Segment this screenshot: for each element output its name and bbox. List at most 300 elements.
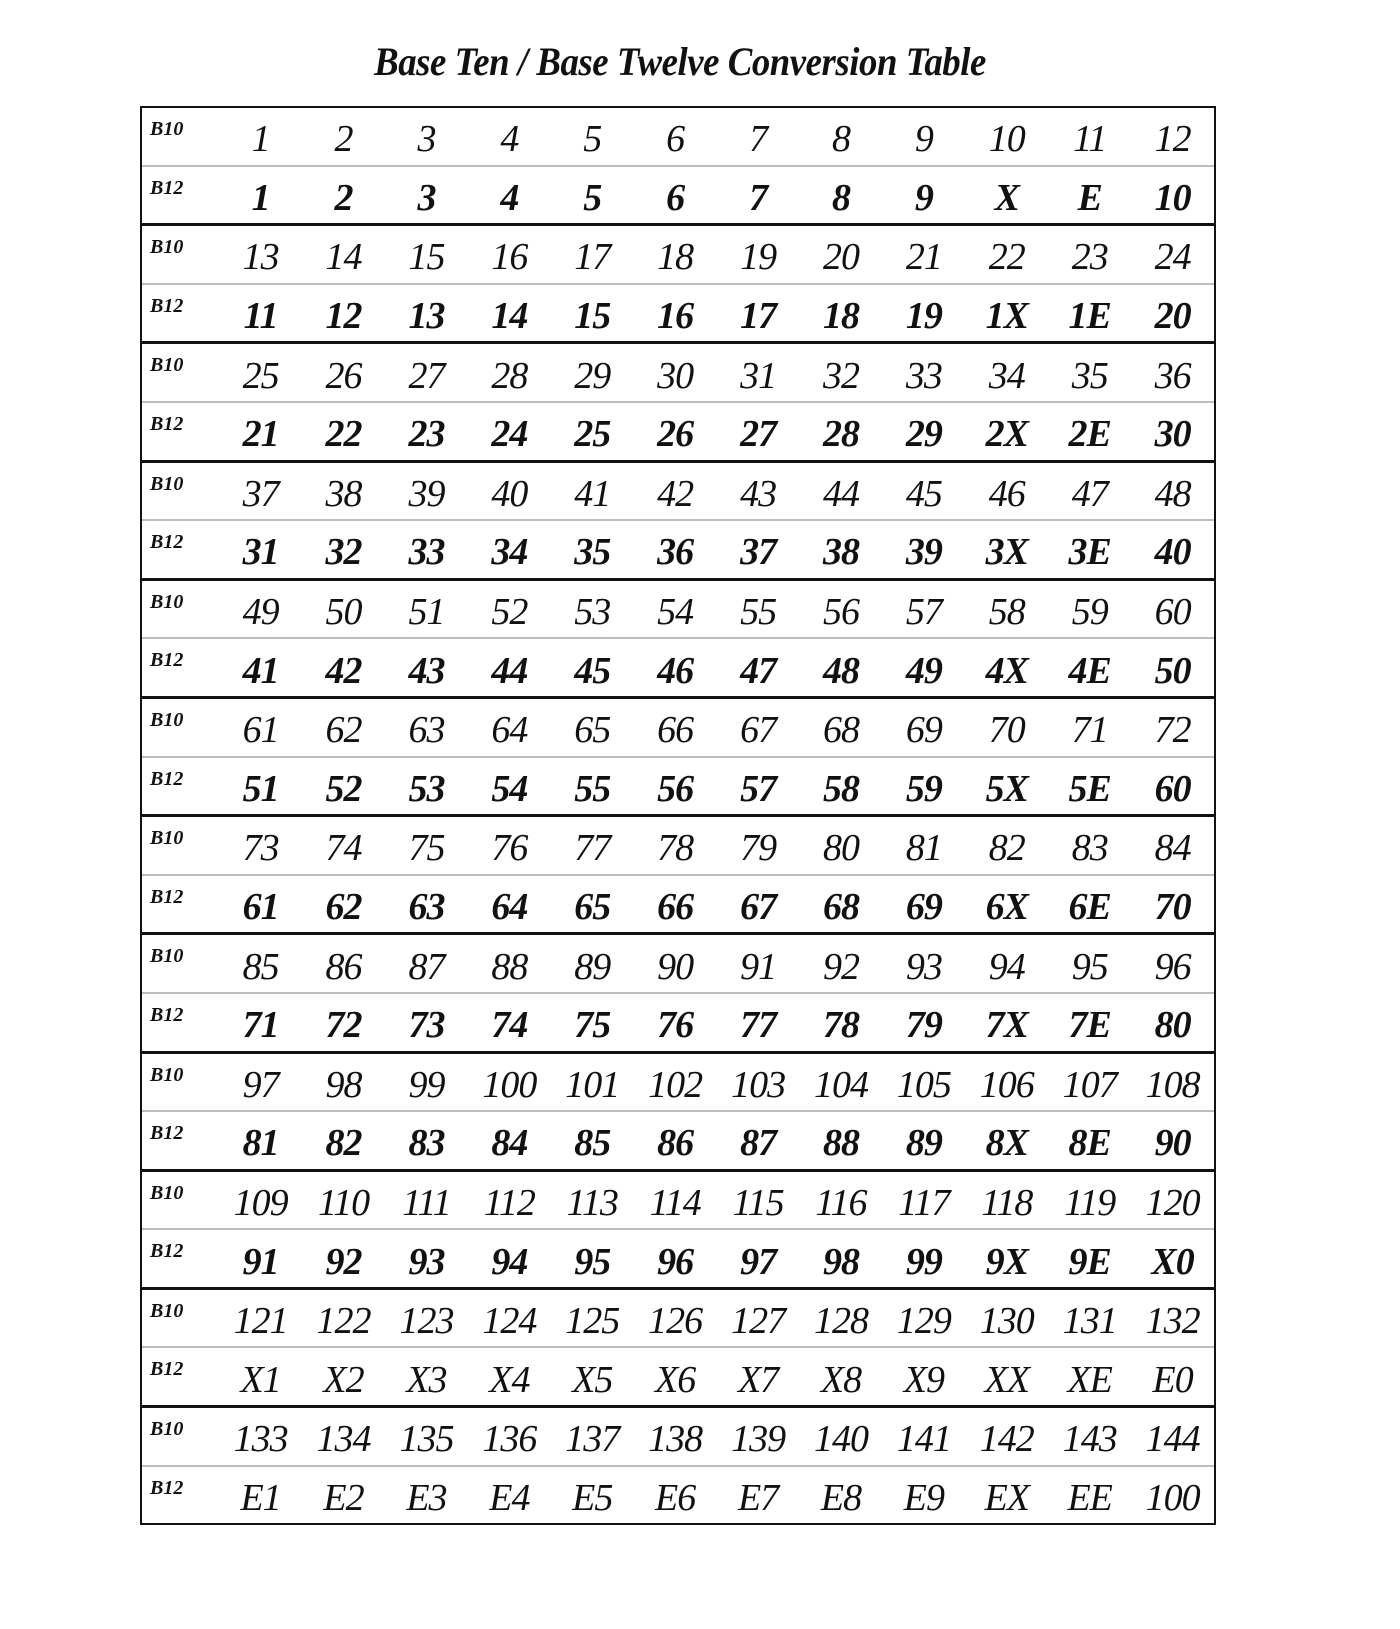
table-cell: 38 — [325, 472, 362, 515]
table-cell: 52 — [491, 591, 528, 634]
table-cell: 116 — [815, 1181, 867, 1224]
table-cell: 39 — [905, 531, 942, 574]
table-cell: 63 — [408, 709, 445, 752]
table-cell: 21 — [242, 413, 279, 456]
table-cell: 141 — [896, 1418, 951, 1461]
base-ten-row — [142, 226, 1214, 285]
base-ten-row — [142, 463, 1214, 522]
table-cell: 6 — [666, 176, 685, 219]
table-cell: 7E — [1068, 1004, 1111, 1047]
table-cell: 17 — [574, 236, 611, 279]
table-cell: 87 — [408, 945, 445, 988]
table-cell: 55 — [740, 591, 777, 634]
row-label: B12 — [150, 1122, 184, 1145]
table-cell: 71 — [1071, 709, 1108, 752]
table-cell: 16 — [657, 295, 694, 338]
table-cell: 25 — [242, 354, 279, 397]
table-cell: X0 — [1151, 1240, 1194, 1283]
table-cell: 73 — [408, 1004, 445, 1047]
table-cell: 94 — [491, 1240, 528, 1283]
table-cell: 46 — [657, 649, 694, 692]
table-cell: 88 — [822, 1122, 859, 1165]
table-cell: 107 — [1062, 1063, 1117, 1106]
table-cell: 74 — [325, 827, 362, 870]
table-cell: 22 — [325, 413, 362, 456]
table-cell: 48 — [1154, 472, 1191, 515]
table-cell: E — [1077, 176, 1102, 219]
table-cell: 2X — [985, 413, 1028, 456]
row-label: B12 — [150, 1476, 184, 1499]
base-twelve-row — [142, 167, 1214, 227]
table-cell: 130 — [979, 1300, 1034, 1343]
base-twelve-row — [142, 285, 1214, 345]
table-cell: 51 — [408, 591, 445, 634]
table-cell: E8 — [820, 1476, 862, 1519]
table-cell: X5 — [572, 1358, 613, 1401]
table-cell: 28 — [491, 354, 528, 397]
table-cell: 93 — [408, 1240, 445, 1283]
table-cell: 45 — [905, 472, 942, 515]
table-cell: EE — [1067, 1476, 1112, 1519]
table-cell: 41 — [574, 472, 611, 515]
table-cell: 16 — [491, 236, 528, 279]
table-cell: 138 — [648, 1418, 703, 1461]
table-cell: 139 — [731, 1418, 786, 1461]
table-cell: 2 — [334, 118, 353, 161]
table-cell: 57 — [740, 767, 777, 810]
table-cell: 4E — [1068, 649, 1111, 692]
table-cell: 41 — [242, 649, 279, 692]
table-cell: 50 — [325, 591, 362, 634]
table-cell: 22 — [988, 236, 1025, 279]
table-cell: 126 — [648, 1300, 703, 1343]
table-cell: 117 — [898, 1181, 950, 1224]
table-cell: 127 — [731, 1300, 786, 1343]
base-ten-row — [142, 1290, 1214, 1349]
table-cell: X8 — [820, 1358, 862, 1401]
table-cell: 81 — [242, 1122, 279, 1165]
table-cell: XE — [1067, 1358, 1112, 1401]
base-ten-row — [142, 1408, 1214, 1467]
table-cell: 26 — [325, 354, 362, 397]
row-label: B12 — [150, 1358, 184, 1381]
base-twelve-row — [142, 403, 1214, 463]
table-cell: X6 — [655, 1358, 696, 1401]
table-cell: 122 — [316, 1300, 371, 1343]
table-cell: 80 — [822, 827, 859, 870]
table-cell: 13 — [242, 236, 279, 279]
table-cell: 78 — [822, 1004, 859, 1047]
table-cell: E4 — [489, 1476, 530, 1519]
table-cell: 93 — [905, 945, 942, 988]
table-cell: 10 — [1154, 176, 1191, 219]
table-cell: 12 — [325, 295, 362, 338]
table-cell: 54 — [657, 591, 694, 634]
table-cell: 110 — [317, 1181, 370, 1224]
table-cell: 99 — [408, 1063, 445, 1106]
table-cell: 27 — [408, 354, 445, 397]
table-cell: 4X — [985, 649, 1028, 692]
table-cell: 40 — [1154, 531, 1191, 574]
row-label: B10 — [150, 354, 184, 377]
table-cell: 64 — [491, 886, 528, 929]
row-label: B10 — [150, 945, 184, 968]
table-cell: 6 — [666, 118, 685, 161]
table-cell: 91 — [242, 1240, 279, 1283]
table-cell: 19 — [740, 236, 777, 279]
table-cell: 98 — [822, 1240, 859, 1283]
table-cell: 84 — [491, 1122, 528, 1165]
table-cell: 87 — [740, 1122, 777, 1165]
table-cell: 38 — [822, 531, 859, 574]
table-cell: 71 — [242, 1004, 279, 1047]
table-cell: 49 — [242, 591, 279, 634]
base-twelve-row — [142, 758, 1214, 818]
base-ten-row — [142, 1172, 1214, 1231]
table-cell: 68 — [822, 886, 859, 929]
table-cell: 109 — [233, 1181, 288, 1224]
table-cell: 108 — [1145, 1063, 1200, 1106]
table-cell: X9 — [903, 1358, 944, 1401]
table-cell: 103 — [731, 1063, 786, 1106]
table-cell: 12 — [1154, 118, 1191, 161]
table-cell: 3E — [1068, 531, 1111, 574]
base-ten-row — [142, 1054, 1214, 1113]
table-cell: 77 — [574, 827, 611, 870]
table-cell: 30 — [657, 354, 694, 397]
table-cell: 7 — [749, 118, 768, 161]
table-cell: 118 — [981, 1181, 1033, 1224]
table-cell: 78 — [657, 827, 694, 870]
table-cell: 8E — [1068, 1122, 1111, 1165]
table-cell: 143 — [1062, 1418, 1117, 1461]
table-cell: 136 — [482, 1418, 537, 1461]
table-cell: 46 — [988, 472, 1025, 515]
row-label: B10 — [150, 1181, 184, 1204]
table-cell: 83 — [408, 1122, 445, 1165]
row-label: B12 — [150, 1240, 184, 1263]
table-cell: 18 — [822, 295, 859, 338]
table-cell: 20 — [1154, 295, 1191, 338]
table-cell: 111 — [402, 1181, 451, 1224]
table-cell: 62 — [325, 886, 362, 929]
table-cell: 51 — [242, 767, 279, 810]
table-cell: 119 — [1064, 1181, 1116, 1224]
table-cell: 23 — [1071, 236, 1108, 279]
table-cell: 133 — [233, 1418, 288, 1461]
table-cell: 105 — [896, 1063, 951, 1106]
table-cell: E6 — [655, 1476, 696, 1519]
table-cell: 132 — [1145, 1300, 1200, 1343]
table-cell: 31 — [740, 354, 777, 397]
table-cell: 58 — [988, 591, 1025, 634]
table-cell: 121 — [233, 1300, 288, 1343]
table-cell: 44 — [491, 649, 528, 692]
table-cell: 48 — [822, 649, 859, 692]
row-label: B10 — [150, 708, 184, 731]
table-cell: 97 — [242, 1063, 279, 1106]
table-cell: 69 — [905, 886, 942, 929]
table-cell: 29 — [905, 413, 942, 456]
table-cell: 92 — [822, 945, 859, 988]
table-cell: 11 — [243, 295, 278, 338]
table-cell: 20 — [822, 236, 859, 279]
table-cell: 5 — [583, 176, 602, 219]
table-cell: 19 — [905, 295, 942, 338]
table-cell: 76 — [657, 1004, 694, 1047]
table-cell: 120 — [1145, 1181, 1200, 1224]
table-cell: 32 — [822, 354, 859, 397]
table-cell: X3 — [406, 1358, 447, 1401]
table-cell: 25 — [574, 413, 611, 456]
row-label: B12 — [150, 1003, 184, 1026]
table-cell: 5E — [1068, 767, 1111, 810]
table-cell: 94 — [988, 945, 1025, 988]
table-cell: 24 — [491, 413, 528, 456]
table-cell: 98 — [325, 1063, 362, 1106]
table-cell: 89 — [574, 945, 611, 988]
table-cell: 50 — [1154, 649, 1191, 692]
table-cell: 82 — [988, 827, 1025, 870]
table-cell: X7 — [737, 1358, 779, 1401]
table-cell: 34 — [988, 354, 1025, 397]
table-cell: 72 — [1154, 709, 1191, 752]
table-cell: 74 — [491, 1004, 528, 1047]
table-cell: 11 — [1073, 118, 1107, 161]
table-cell: X1 — [240, 1358, 281, 1401]
table-cell: 102 — [648, 1063, 703, 1106]
table-cell: 3 — [417, 118, 436, 161]
table-cell: 131 — [1062, 1300, 1117, 1343]
table-cell: 90 — [657, 945, 694, 988]
table-cell: 90 — [1154, 1122, 1191, 1165]
table-cell: 91 — [740, 945, 777, 988]
table-cell: 72 — [325, 1004, 362, 1047]
table-cell: 27 — [740, 413, 777, 456]
base-ten-row — [142, 817, 1214, 876]
table-cell: 2E — [1068, 413, 1111, 456]
table-cell: 58 — [822, 767, 859, 810]
table-cell: 99 — [905, 1240, 942, 1283]
table-cell: 84 — [1154, 827, 1191, 870]
table-cell: 115 — [732, 1181, 784, 1224]
base-twelve-row — [142, 876, 1214, 936]
table-cell: 36 — [1154, 354, 1191, 397]
table-cell: 68 — [822, 709, 859, 752]
table-cell: 18 — [657, 236, 694, 279]
table-cell: 35 — [1071, 354, 1108, 397]
table-cell: 113 — [566, 1181, 618, 1224]
table-cell: 8 — [831, 176, 850, 219]
table-cell: 8X — [985, 1122, 1028, 1165]
table-cell: E1 — [240, 1476, 281, 1519]
table-cell: 9E — [1068, 1240, 1111, 1283]
table-cell: 75 — [574, 1004, 611, 1047]
table-cell: 6E — [1068, 886, 1111, 929]
table-cell: 45 — [574, 649, 611, 692]
table-cell: 1E — [1068, 295, 1111, 338]
table-cell: 100 — [1145, 1476, 1200, 1519]
table-cell: 70 — [1154, 886, 1191, 929]
table-cell: 34 — [491, 531, 528, 574]
row-label: B10 — [150, 1418, 184, 1441]
table-cell: 65 — [574, 709, 611, 752]
table-cell: 3 — [417, 176, 436, 219]
table-cell: 42 — [657, 472, 694, 515]
table-cell: 36 — [657, 531, 694, 574]
table-cell: 129 — [896, 1300, 951, 1343]
table-cell: 67 — [740, 886, 777, 929]
table-cell: 137 — [565, 1418, 620, 1461]
table-cell: 66 — [657, 709, 694, 752]
table-cell: 66 — [657, 886, 694, 929]
table-cell: 47 — [1071, 472, 1108, 515]
table-cell: 114 — [649, 1181, 701, 1224]
table-cell: 55 — [574, 767, 611, 810]
base-twelve-row — [142, 1112, 1214, 1172]
table-cell: 47 — [740, 649, 777, 692]
table-cell: XX — [984, 1358, 1029, 1401]
row-label: B10 — [150, 1299, 184, 1322]
row-label: B12 — [150, 649, 184, 672]
table-cell: E2 — [323, 1476, 364, 1519]
table-cell: 88 — [491, 945, 528, 988]
table-cell: 6X — [985, 886, 1028, 929]
row-label: B10 — [150, 590, 184, 613]
table-cell: 125 — [565, 1300, 620, 1343]
table-cell: 7X — [985, 1004, 1028, 1047]
table-cell: 81 — [905, 827, 942, 870]
table-cell: 40 — [491, 472, 528, 515]
table-cell: 57 — [905, 591, 942, 634]
table-cell: 82 — [325, 1122, 362, 1165]
table-cell: 35 — [574, 531, 611, 574]
table-cell: 100 — [482, 1063, 537, 1106]
table-cell: 15 — [574, 295, 611, 338]
table-cell: 144 — [1145, 1418, 1200, 1461]
base-twelve-row — [142, 994, 1214, 1054]
table-cell: 64 — [491, 709, 528, 752]
table-cell: 56 — [822, 591, 859, 634]
row-label: B10 — [150, 236, 184, 259]
table-cell: 77 — [740, 1004, 777, 1047]
table-cell: 33 — [408, 531, 445, 574]
table-cell: 2 — [334, 176, 353, 219]
table-cell: 5X — [985, 767, 1028, 810]
table-cell: 49 — [905, 649, 942, 692]
table-cell: 61 — [242, 886, 279, 929]
row-label: B12 — [150, 767, 184, 790]
table-cell: 124 — [482, 1300, 537, 1343]
base-ten-row — [142, 935, 1214, 994]
table-cell: 39 — [408, 472, 445, 515]
conversion-table — [140, 106, 1216, 1525]
table-cell: 59 — [905, 767, 942, 810]
row-label: B12 — [150, 531, 184, 554]
table-cell: 54 — [491, 767, 528, 810]
table-cell: 21 — [905, 236, 942, 279]
table-cell: 95 — [574, 1240, 611, 1283]
table-cell: 112 — [483, 1181, 535, 1224]
table-cell: E7 — [737, 1476, 779, 1519]
table-cell: 89 — [905, 1122, 942, 1165]
table-cell: 85 — [242, 945, 279, 988]
table-cell: 123 — [399, 1300, 454, 1343]
table-cell: 83 — [1071, 827, 1108, 870]
table-cell: 61 — [242, 709, 279, 752]
table-cell: E5 — [572, 1476, 613, 1519]
table-cell: 1 — [251, 176, 270, 219]
row-label: B10 — [150, 827, 184, 850]
table-cell: 104 — [813, 1063, 868, 1106]
base-twelve-row — [142, 521, 1214, 581]
table-cell: 23 — [408, 413, 445, 456]
row-label: B12 — [150, 412, 184, 435]
table-cell: 37 — [242, 472, 279, 515]
table-cell: 5 — [583, 118, 602, 161]
table-cell: 135 — [399, 1418, 454, 1461]
table-cell: X — [994, 176, 1019, 219]
table-cell: 4 — [500, 176, 519, 219]
table-cell: 1 — [251, 118, 270, 161]
table-cell: 14 — [325, 236, 362, 279]
row-label: B12 — [150, 885, 184, 908]
table-cell: 92 — [325, 1240, 362, 1283]
table-cell: 128 — [813, 1300, 868, 1343]
table-cell: 53 — [408, 767, 445, 810]
table-cell: 24 — [1154, 236, 1191, 279]
table-cell: 29 — [574, 354, 611, 397]
table-cell: 32 — [325, 531, 362, 574]
table-cell: 17 — [740, 295, 777, 338]
table-cell: 43 — [408, 649, 445, 692]
table-cell: 30 — [1154, 413, 1191, 456]
base-ten-row — [142, 699, 1214, 758]
table-cell: 7 — [749, 176, 768, 219]
table-cell: X4 — [489, 1358, 530, 1401]
table-cell: 142 — [979, 1418, 1034, 1461]
table-cell: 101 — [565, 1063, 620, 1106]
table-cell: 9 — [914, 176, 933, 219]
row-label: B12 — [150, 294, 184, 317]
table-cell: 79 — [740, 827, 777, 870]
table-cell: 59 — [1071, 591, 1108, 634]
table-cell: E0 — [1152, 1358, 1193, 1401]
table-cell: 86 — [325, 945, 362, 988]
table-cell: 15 — [408, 236, 445, 279]
table-cell: 8 — [831, 118, 850, 161]
table-cell: 28 — [822, 413, 859, 456]
table-cell: 63 — [408, 886, 445, 929]
table-cell: 44 — [822, 472, 859, 515]
row-label: B10 — [150, 1063, 184, 1086]
table-cell: 4 — [500, 118, 519, 161]
table-cell: 42 — [325, 649, 362, 692]
table-cell: 79 — [905, 1004, 942, 1047]
table-cell: 97 — [740, 1240, 777, 1283]
table-cell: 140 — [813, 1418, 868, 1461]
table-cell: 14 — [491, 295, 528, 338]
table-cell: 31 — [242, 531, 279, 574]
table-cell: 9 — [914, 118, 933, 161]
table-cell: 80 — [1154, 1004, 1191, 1047]
table-cell: 75 — [408, 827, 445, 870]
table-cell: 1X — [985, 295, 1028, 338]
table-cell: 69 — [905, 709, 942, 752]
table-cell: 9X — [985, 1240, 1028, 1283]
base-ten-row — [142, 581, 1214, 640]
page-title: Base Ten / Base Twelve Conversion Table — [374, 39, 986, 84]
